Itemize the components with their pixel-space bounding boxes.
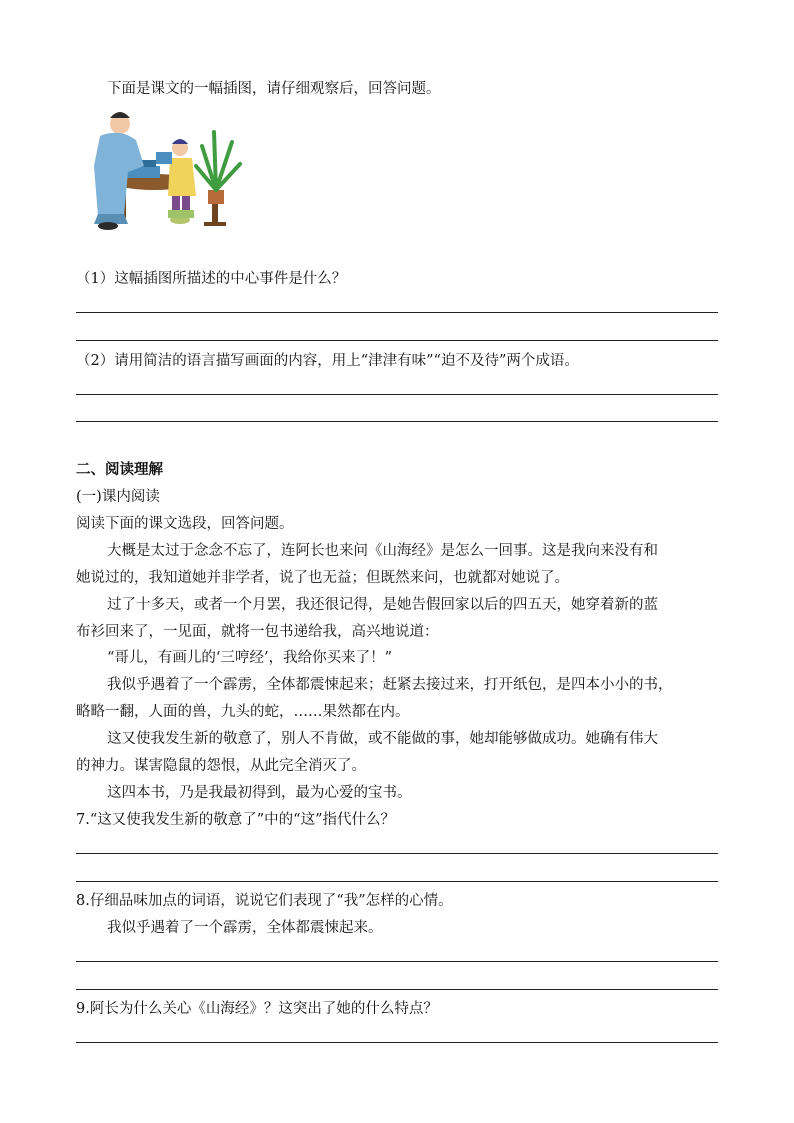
passage-line: 这又使我发生新的敬意了，别人不肯做，或不能做的事，她却能够做成功。她确有伟大 xyxy=(107,731,658,747)
answer-line xyxy=(76,312,718,313)
passage-line: 她说过的，我知道她并非学者，说了也无益；但既然来问，也就都对她说了。 xyxy=(76,570,569,586)
illustration-mother-giving-book xyxy=(84,106,244,234)
passage-line: 略略一翻，人面的兽，九头的蛇，……果然都在内。 xyxy=(76,704,410,720)
question-8-sentence: 我似乎遇着了一个霹雳，全体都震悚起来。 xyxy=(107,920,383,936)
passage-line: 布衫回来了，一见面，就将一包书递给我，高兴地说道： xyxy=(76,624,439,640)
answer-line xyxy=(76,394,718,395)
answer-line xyxy=(76,421,718,422)
question-7: 7.“这又使我发生新的敬意了”中的“这”指代什么？ xyxy=(76,812,395,828)
passage-line: 这四本书，乃是我最初得到，最为心爱的宝书。 xyxy=(107,785,412,801)
passage-line: 过了十多天，或者一个月罢，我还很记得，是她告假回家以后的四五天，她穿着新的蓝 xyxy=(107,597,658,613)
answer-line xyxy=(76,881,718,882)
question-8: 8.仔细品味加点的词语，说说它们表现了“我”怎样的心情。 xyxy=(76,893,453,909)
answer-line xyxy=(76,1042,718,1043)
answer-line xyxy=(76,989,718,990)
passage-line: 我似乎遇着了一个霹雳，全体都震悚起来；赶紧去接过来，打开纸包，是四本小小的书， xyxy=(107,677,673,693)
subsection-title: (一)课内阅读 xyxy=(76,489,160,505)
passage-line: 的神力。谋害隐鼠的怨恨，从此完全消灭了。 xyxy=(76,758,366,774)
passage-line: 大概是太过于念念不忘了，连阿长也来问《山海经》是怎么一回事。这是我向来没有和 xyxy=(107,543,658,559)
answer-line xyxy=(76,961,718,962)
passage-line: “哥儿，有画儿的‘三哼经’，我给你买来了！” xyxy=(107,650,393,666)
question-1: （1）这幅插图所描述的中心事件是什么？ xyxy=(76,271,347,287)
answer-line xyxy=(76,853,718,854)
instruction-text: 阅读下面的课文选段，回答问题。 xyxy=(76,516,294,532)
intro-text: 下面是课文的一幅插图，请仔细观察后，回答问题。 xyxy=(107,81,441,97)
section-title: 二、阅读理解 xyxy=(76,461,163,478)
question-2: （2）请用简洁的语言描写画面的内容，用上“津津有味”“迫不及待”两个成语。 xyxy=(76,353,579,369)
answer-line xyxy=(76,340,718,341)
question-9: 9.阿长为什么关心《山海经》？这突出了她的什么特点？ xyxy=(76,1001,438,1017)
